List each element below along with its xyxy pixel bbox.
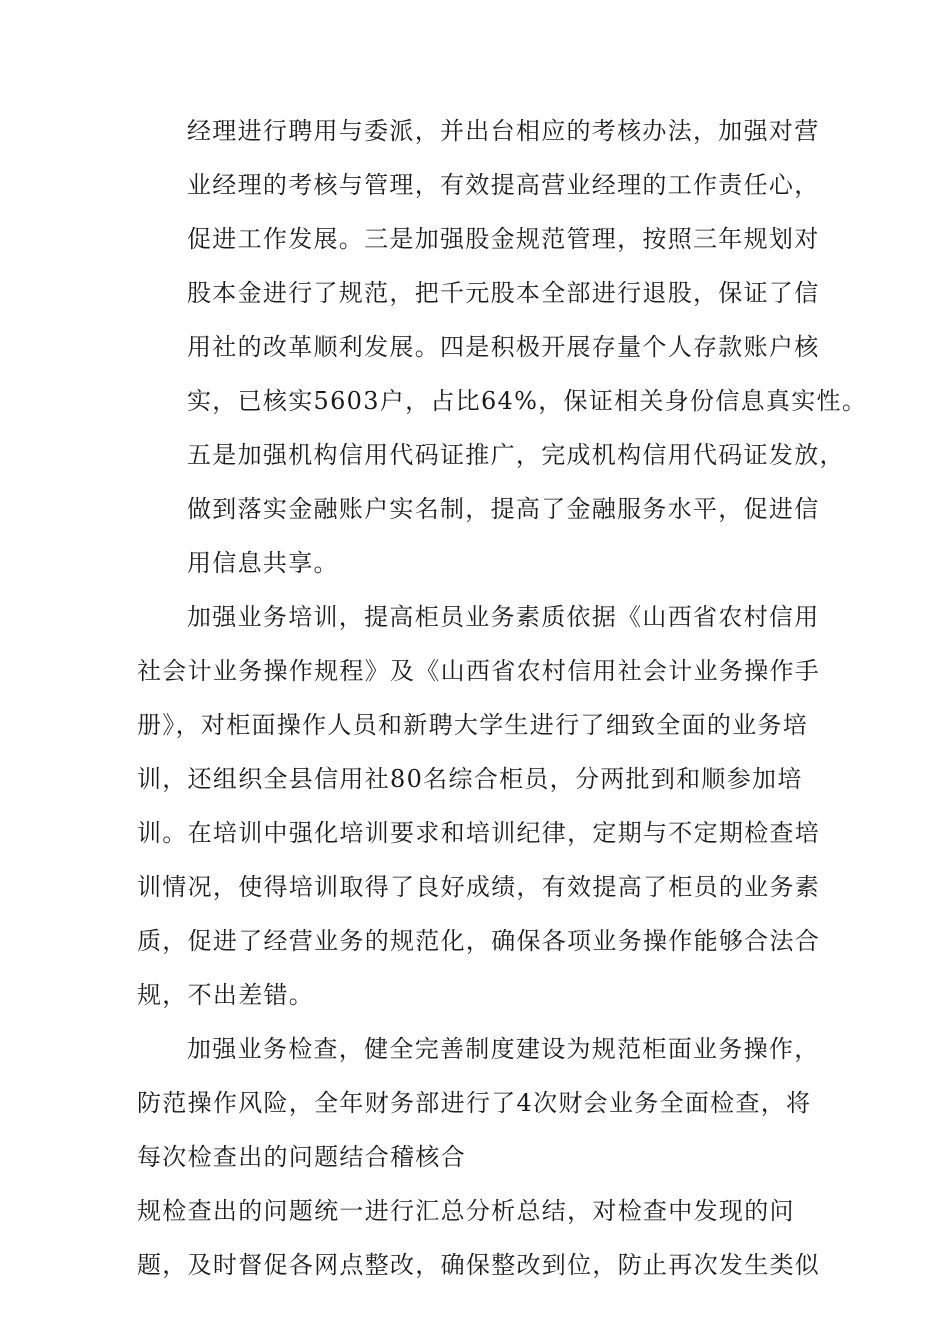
text-line: 册》，对柜面操作人员和新聘大学生进行了细致全面的业务培	[137, 711, 809, 739]
paragraph-first-line: 加强业务检查，健全完善制度建设为规范柜面业务操作，	[187, 1035, 820, 1063]
text-line: 用社的改革顺利发展。四是积极开展存量个人存款账户核	[187, 333, 820, 361]
text-line: 业经理的考核与管理，有效提高营业经理的工作责任心，	[187, 171, 820, 199]
text-line: 训情况，使得培训取得了良好成绩，有效提高了柜员的业务素	[137, 873, 821, 901]
paragraph-first-line: 加强业务培训，提高柜员业务素质依据《山西省农村信用	[187, 603, 820, 631]
text-line: 做到落实金融账户实名制，提高了金融服务水平，促进信	[187, 495, 820, 523]
text-line: 用信息共享。	[187, 549, 339, 577]
text-line: 社会计业务操作规程》及《山西省农村信用社会计业务操作手	[137, 657, 821, 685]
text-line: 促进工作发展。三是加强股金规范管理，按照三年规划对	[187, 225, 820, 253]
text-line: 五是加强机构信用代码证推广，完成机构信用代码证发放，	[187, 441, 845, 469]
text-line: 每次检查出的问题结合稽核合	[137, 1143, 466, 1171]
text-line: 质，促进了经营业务的规范化，确保各项业务操作能够合法合	[137, 927, 821, 955]
text-line: 防范操作风险，全年财务部进行了4次财会业务全面检查，将	[137, 1089, 812, 1117]
text-line: 实，已核实5603户，占比64%，保证相关身份信息真实性。	[187, 387, 868, 415]
text-line: 题，及时督促各网点整改，确保整改到位，防止再次发生类似	[137, 1251, 821, 1279]
text-line: 经理进行聘用与委派，并出台相应的考核办法，加强对营	[187, 117, 820, 145]
text-line: 训。在培训中强化培训要求和培训纪律，定期与不定期检查培	[137, 819, 821, 847]
text-line: 规检查出的问题统一进行汇总分析总结，对检查中发现的问	[137, 1197, 795, 1225]
text-line: 规，不出差错。	[137, 981, 315, 1009]
text-line: 训，还组织全县信用社80名综合柜员，分两批到和顺参加培	[137, 765, 803, 793]
text-line: 股本金进行了规范，把千元股本全部进行退股，保证了信	[187, 279, 820, 307]
